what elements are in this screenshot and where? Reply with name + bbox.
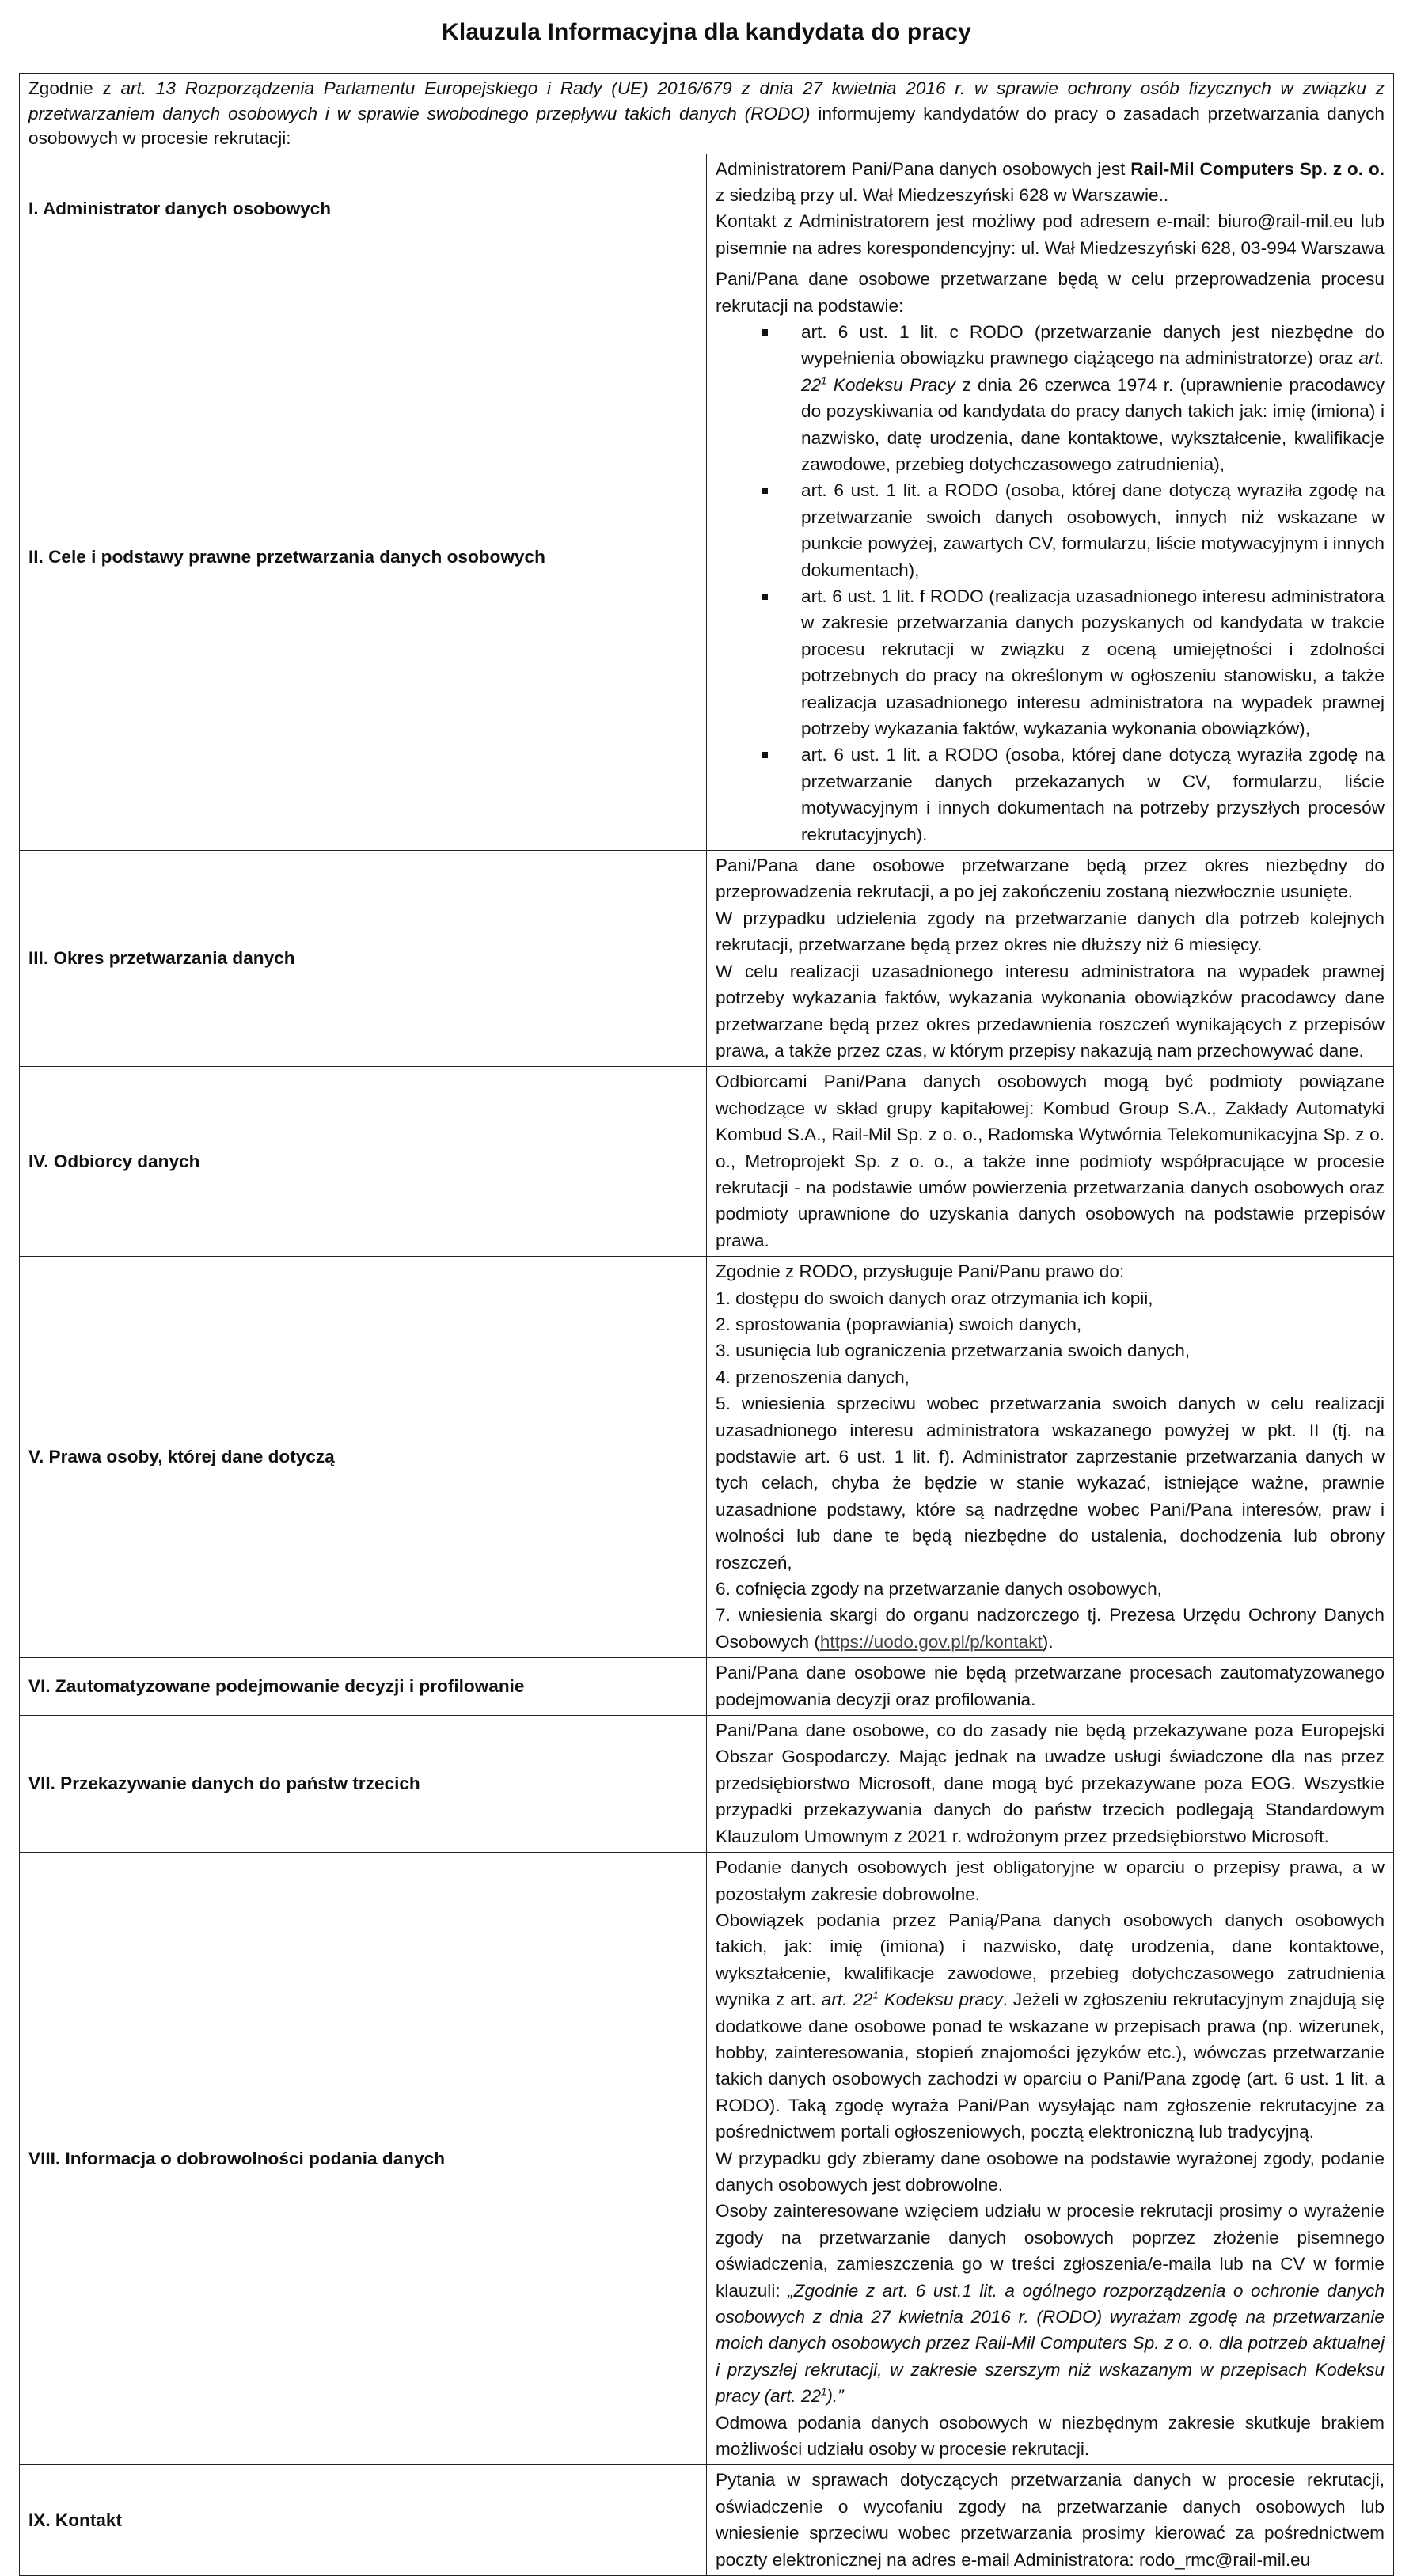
intro-regulation: art. 13 Rozporządzenia Parlamentu Europejskiego i Rady (UE) 2016/679 z dnia 27 kwietnia 2016 r. w sprawie ochrony osób fizycznych w związku z przetwarzaniem danych osobowych i w sprawie swobodnego przepływu takich danych (RODO) <box>28 78 1385 123</box>
section-heading-voluntary: VIII. Informacja o dobrowolności podania danych <box>20 1853 707 2465</box>
uodo-contact-link[interactable]: https://uodo.gov.pl/p/kontakt <box>819 1631 1043 1652</box>
section-body-automated-decisions: Pani/Pana dane osobowe nie będą przetwarzane procesach zautomatyzowanego podejmowania decyzji oraz profilowania. <box>707 1658 1394 1716</box>
voluntary-paragraph-2-text-b: . Jeżeli w zgłoszeniu rekrutacyjnym znajdują się dodatkowe dane osobowe ponad te wskazane w przepisach prawa (np. wizerunek, hobby, zainteresowania, stopień znajomości języków etc.), wówczas przetwarzanie takich danych osobowych zachodzi w oparciu o Pani/Pana zgodę (art. 6 ust. 1 lit. a RODO). Taką zgodę wyraża Pani/Pan wysyłając nam zgłoszenie rekrutacyjne za pośrednictwem portali ogłoszeniowych, pocztą elektroniczną lub tradycyjną. <box>716 1990 1385 2142</box>
section-heading-automated-decisions: VI. Zautomatyzowane podejmowanie decyzji i profilowanie <box>20 1658 707 1716</box>
section-body-administrator <box>707 154 1394 264</box>
section-row-rights <box>20 1257 1394 1658</box>
intro-cell <box>20 74 1394 154</box>
section-row-purposes <box>20 264 1394 851</box>
section-heading-retention: III. Okres przetwarzania danych <box>20 851 707 1067</box>
section-row-recipients <box>20 1067 1394 1257</box>
section-row-voluntary <box>20 1853 1394 2465</box>
list-item: 4. przenoszenia danych, <box>716 1367 910 1387</box>
voluntary-paragraph-2 <box>716 1907 1385 2145</box>
voluntary-paragraph-2-article: art. 22 <box>821 1990 873 2010</box>
purposes-item-1-text-b: z dnia 26 czerwca 1974 r. (uprawnienie pracodawcy do pozyskiwania od kandydata do pracy danych takich jak: imię (imiona) i nazwisko, datę urodzenia, dane kontaktowe, wykształcenie, kwalifikacje zawodowe, przebieg dotychczasowego zatrudnienia), <box>801 374 1385 474</box>
intro-prefix: Zgodnie z <box>28 78 121 98</box>
rights-lead: Zgodnie z RODO, przysługuje Pani/Panu prawo do: <box>716 1261 1125 1282</box>
section-heading-administrator: I. Administrator danych osobowych <box>20 154 707 264</box>
voluntary-paragraph-4 <box>716 2198 1385 2409</box>
administrator-contact-paragraph: Kontakt z Administratorem jest możliwy pod adresem e-mail: biuro@rail-mil.eu lub pisemnie na adres korespondencyjny: ul. Wał Miedzeszyński 628, 03-994 Warszawa <box>716 211 1385 258</box>
section-row-administrator <box>20 154 1394 264</box>
section-body-retention <box>707 851 1394 1067</box>
administrator-paragraph <box>716 156 1385 209</box>
list-item: art. 6 ust. 1 lit. a RODO (osoba, której dane dotyczą wyraziła zgodę na przetwarzanie swoich danych osobowych, innych niż wskazane w punkcie powyżej, zawartych CV, formularzu, liście motywacyjnym i innych dokumentach), <box>801 477 1385 583</box>
section-row-third-countries <box>20 1716 1394 1853</box>
document-title: Klauzula Informacyjna dla kandydata do pracy <box>442 19 971 45</box>
retention-paragraph-1: Pani/Pana dane osobowe przetwarzane będą przez okres niezbędny do przeprowadzenia rekrutacji, a po jej zakończeniu zostaną niezwłocznie usunięte. <box>716 856 1385 902</box>
administrator-text-a: Administratorem Pani/Pana danych osobowych jest <box>716 158 1131 179</box>
purposes-item-1-code: Kodeksu Pracy <box>826 374 955 395</box>
purposes-lead: Pani/Pana dane osobowe przetwarzane będą w celu przeprowadzenia procesu rekrutacji na podstawie: <box>716 269 1385 316</box>
section-body-voluntary <box>707 1853 1394 2465</box>
voluntary-paragraph-2-text-a: Obowiązek podania przez Panią/Pana danych osobowych danych osobowych takich, jak: imię (imiona) i nazwisko, datę urodzenia, dane kontaktowe, wykształcenie, kwalifikacje zawodowe, przebieg dotychczasowego zatrudnienia wynika z art. <box>716 1910 1385 2010</box>
section-row-contact <box>20 2465 1394 2576</box>
list-item: 5. wniesienia sprzeciwu wobec przetwarzania swoich danych w celu realizacji uzasadnionego interesu administratora wskazanego powyżej w pkt. II (tj. na podstawie art. 6 ust. 1 lit. f). Administrator zaprzestanie przetwarzania danych w tych celach, chyba że będzie w stanie wykazać, istniejące ważne, prawnie uzasadnione podstawy, które są nadrzędne wobec Pani/Pana interesów, praw i wolności lub dane te będą niezbędne do ustalenia, dochodzenia lub obrony roszczeń, <box>716 1394 1385 1573</box>
section-heading-third-countries: VII. Przekazywanie danych do państw trzecich <box>20 1716 707 1853</box>
rights-item-7-text-a: 7. wniesienia skargi do organu nadzorczego tj. Prezesa Urzędu Ochrony Danych Osobowych ( <box>716 1605 1385 1652</box>
section-body-rights <box>707 1257 1394 1658</box>
list-item: art. 6 ust. 1 lit. a RODO (osoba, której dane dotyczą wyraziła zgodę na przetwarzanie danych przekazanych w CV, formularzu, liście motywacyjnym i innych dokumentach na potrzeby przyszłych procesów rekrutacyjnych). <box>801 742 1385 848</box>
retention-paragraph-2: W przypadku udzielenia zgody na przetwarzanie danych dla potrzeb kolejnych rekrutacji, przetwarzane będą przez okres nie dłuższy niż 6 miesięcy. <box>716 908 1385 955</box>
list-item <box>801 319 1385 477</box>
list-item: art. 6 ust. 1 lit. f RODO (realizacja uzasadnionego interesu administratora w zakresie przetwarzania danych pozyskanych od kandydata w trakcie procesu rekrutacji w związku z oceną umiejętności i zdolności potrzebnych do pracy na określonym w ogłoszeniu stanowisku, a także realizacja uzasadnionego interesu administratora na wypadek prawnej potrzeby wykazania faktów, wykazania wykonania obowiązków), <box>801 583 1385 742</box>
list-item: 2. sprostowania (poprawiania) swoich danych, <box>716 1314 1082 1334</box>
voluntary-paragraph-5: Odmowa podania danych osobowych w niezbędnym zakresie skutkuje brakiem możliwości udziału osoby w procesie rekrutacji. <box>716 2412 1385 2460</box>
information-clause-table <box>19 73 1394 2576</box>
voluntary-paragraph-3: W przypadku gdy zbieramy dane osobowe na podstawie wyrażonej zgody, podanie danych osobowych jest dobrowolne. <box>716 2148 1385 2195</box>
section-heading-contact: IX. Kontakt <box>20 2465 707 2576</box>
intro-suffix: informujemy kandydatów do pracy o zasadach przetwarzania danych osobowych w procesie rekrutacji: <box>28 103 1385 148</box>
consent-clause-superscript: 1 <box>821 2385 827 2398</box>
administrator-company-name: Rail-Mil Computers Sp. z o. o. <box>1130 158 1385 179</box>
section-body-third-countries: Pani/Pana dane osobowe, co do zasady nie będą przekazywane poza Europejski Obszar Gospodarczy. Mając jednak na uwadze usługi świadczone dla nas przez przedsiębiorstwo Microsoft, dane mogą być przekazywane poza EOG. Wszystkie przypadki przekazywania danych do państw trzecich podlegają Standardowym Klauzulom Umownym z 2021 r. wdrożonym przez przedsiębiorstwo Microsoft. <box>707 1716 1394 1853</box>
purposes-item-1-article: art. 22 <box>801 348 1385 395</box>
section-row-automated-decisions <box>20 1658 1394 1716</box>
voluntary-paragraph-4-text-a: Osoby zainteresowane wzięciem udziału w procesie rekrutacji prosimy o wyrażenie zgody na przetwarzanie danych osobowych poprzez złożenie pisemnego oświadczenia, zamieszczenia go w treści zgłoszenia/e-maila lub na CV w formie klauzuli: <box>716 2201 1385 2301</box>
voluntary-paragraph-1: Podanie danych osobowych jest obligatoryjne w oparciu o przepisy prawa, a w pozostałym zakresie dobrowolne. <box>716 1857 1385 1904</box>
intro-row <box>20 74 1394 154</box>
retention-paragraph-3: W celu realizacji uzasadnionego interesu administratora na wypadek prawnej potrzeby wykazania faktów, wykazania wykonania obowiązków pracodawcy dane przetwarzane będą przez okres przedawnienia roszczeń wynikających z przepisów prawa, a także przez czas, w którym przepisy nakazują nam przechowywać dane. <box>716 961 1385 1060</box>
voluntary-paragraph-2-superscript: 1 <box>872 1989 879 2001</box>
list-item: 6. cofnięcia zgody na przetwarzanie danych osobowych, <box>716 1579 1162 1599</box>
list-item: 1. dostępu do swoich danych oraz otrzymania ich kopii, <box>716 1288 1153 1308</box>
purposes-list <box>716 319 1385 848</box>
section-heading-recipients: IV. Odbiorcy danych <box>20 1067 707 1257</box>
list-item: 3. usunięcia lub ograniczenia przetwarzania swoich danych, <box>716 1341 1191 1361</box>
section-heading-rights: V. Prawa osoby, której dane dotyczą <box>20 1257 707 1658</box>
section-body-contact: Pytania w sprawach dotyczących przetwarzania danych w procesie rekrutacji, oświadczenie o wycofaniu zgody na przetwarzanie danych osobowych lub wniesienie sprzeciwu wobec przetwarzania prosimy kierować za pośrednictwem poczty elektronicznej na adres e-mail Administratora: rodo_rmc@rail-mil.eu <box>707 2465 1394 2576</box>
rights-item-7-text-b: ). <box>1042 1631 1054 1652</box>
section-body-recipients: Odbiorcami Pani/Pana danych osobowych mogą być podmioty powiązane wchodzące w skład grupy kapitałowej: Kombud Group S.A., Zakłady Automatyki Kombud S.A., Rail-Mil Sp. z o. o., Radomska Wytwórnia Telekomunikacyjna Sp. z o. o., Metroprojekt Sp. z o. o., a także inne podmioty współpracujące w procesie rekrutacji - na podstawie umów powierzenia przetwarzania danych osobowych oraz podmioty uprawnione do uzyskania danych osobowych na podstawie przepisów prawa. <box>707 1067 1394 1257</box>
section-heading-purposes: II. Cele i podstawy prawne przetwarzania danych osobowych <box>20 264 707 851</box>
section-row-retention <box>20 851 1394 1067</box>
purposes-item-1-text-a: art. 6 ust. 1 lit. c RODO (przetwarzanie danych jest niezbędne do wypełnienia obowiązku prawnego ciążącego na administratorze) oraz <box>801 321 1385 369</box>
section-body-purposes <box>707 264 1394 851</box>
voluntary-paragraph-2-code: Kodeksu pracy <box>878 1990 1003 2010</box>
list-item <box>716 1602 1385 1655</box>
consent-clause-end: ).” <box>826 2386 844 2407</box>
consent-clause-quote: „Zgodnie z art. 6 ust.1 lit. a ogólnego rozporządzenia o ochronie danych osobowych z dnia 27 kwietnia 2016 r. (RODO) wyrażam zgodę na przetwarzanie moich danych osobowych przez Rail-Mil Computers Sp. z o. o. dla potrzeb aktualnej i przyszłej rekrutacji, w zakresie szerszym niż wskazanym w przepisach Kodeksu pracy (art. 22 <box>716 2280 1385 2407</box>
purposes-item-1-superscript: 1 <box>821 374 827 387</box>
administrator-text-b: z siedzibą przy ul. Wał Miedzeszyński 628 w Warszawie.. <box>716 184 1169 205</box>
